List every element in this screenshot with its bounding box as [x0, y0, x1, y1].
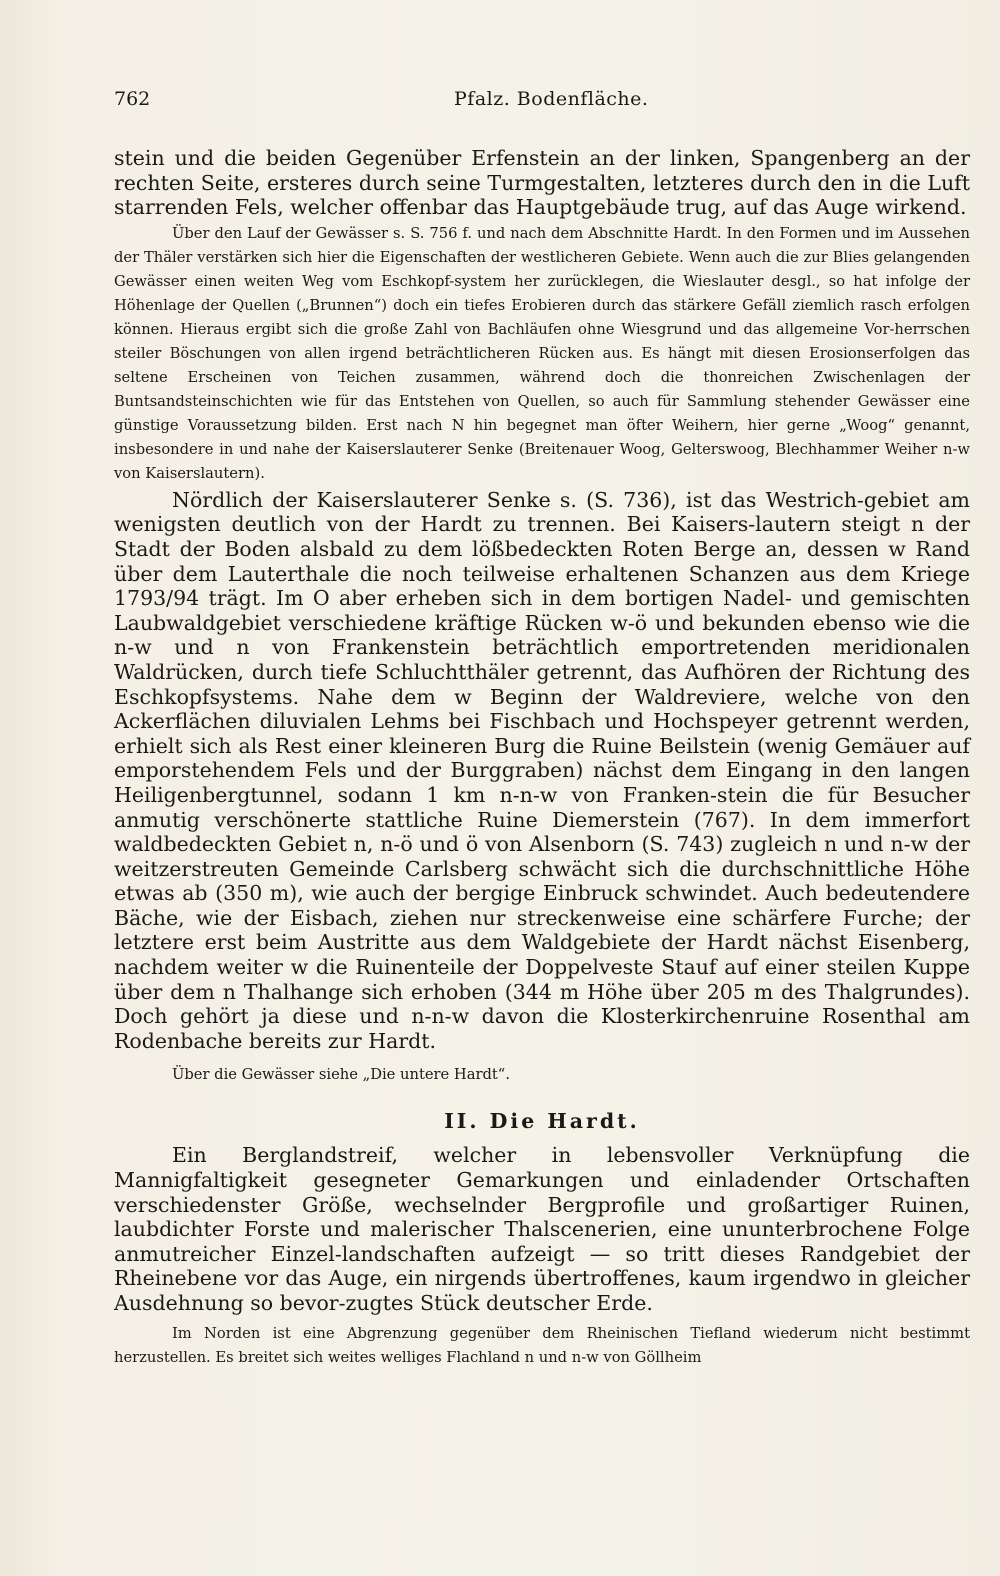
page-header: [114, 88, 924, 118]
note-northern-boundary: Im Norden ist eine Abgrenzung gegenüber dem Rheinischen Tiefland wiederum nicht bestimmt herzustellen. Es breitet sich weites welliges Flachland n und n-w von Göllheim: [114, 1324, 970, 1366]
page-content: [114, 146, 970, 1370]
page-number: 762: [114, 88, 151, 110]
section-heading: II. Die Hardt.: [444, 1109, 640, 1134]
paragraph-north-of-kaiserslautern: Nördlich der Kaiserslauterer Senke s. (S. 736), ist das Westrich-gebiet am wenigsten deutlich von der Hardt zu trennen. Bei Kaisers-lautern steigt n der Stadt der Boden alsbald zu dem lößbedeckten Roten Berge an, dessen w Rand über dem Lauterthale die noch teilweise erhaltenen Schanzen aus dem Kriege 1793/94 trägt. Im O aber erheben sich in dem bortigen Nadel- und gemischten Laubwaldgebiet verschiedene kräftige Rücken w-ö und bekunden ebenso wie die n-w und n von Frankenstein beträchtlich emportretenden meridionalen Waldrücken, durch tiefe Schluchtthäler getrennt, das Aufhören der Richtung des Eschkopfsystems. Nahe dem w Beginn der Waldreviere, welche von den Ackerflächen diluvialen Lehms bei Fischbach und Hochspeyer getrennt werden, erhielt sich als Rest einer kleineren Burg die Ruine Beilstein (wenig Gemäuer auf emporstehendem Fels und der Burggraben) nächst dem Eingang in den langen Heiligenbergtunnel, sodann 1 km n-n-w von Franken-stein die für Besucher anmutig verschönerte stattliche Ruine Diemerstein (767). In dem immerfort waldbedeckten Gebiet n, n-ö und ö von Alsenborn (S. 743) zugleich n und n-w der weitzerstreuten Gemeinde Carlsberg schwächt sich die durchschnittliche Höhe etwas ab (350 m), wie auch der bergige Einbruck schwindet. Auch bedeutendere Bäche, wie der Eisbach, ziehen nur streckenweise eine schärfere Furche; der letztere erst beim Austritte aus dem Waldgebiete der Hardt nächst Eisenberg, nachdem weiter w die Ruinenteile der Doppelveste Stauf auf einer steilen Kuppe über dem n Thalhange sich erhoben (344 m Höhe über 205 m des Thalgrundes). Doch gehört ja diese und n-n-w davon die Klosterkirchenruine Rosenthal am Rodenbache bereits zur Hardt.: [114, 487, 970, 1053]
note-lower-hardt: Über die Gewässer siehe „Die untere Hardt“.: [172, 1066, 510, 1084]
running-title: Pfalz. Bodenfläche.: [454, 88, 649, 110]
paragraph-hardt-intro: Ein Berglandstreif, welcher in lebensvoller Verknüpfung die Mannigfaltigkeit gesegneter Gemarkungen und einladender Ortschaften verschiedenster Größe, wechselnder Bergprofile und großartiger Ruinen, laubdichter Forste und malerischer Thalscenerien, eine ununterbrochene Folge anmutreicher Einzel-landschaften aufzeigt — so tritt dieses Randgebiet der Rheinebene vor das Auge, ein nirgends übertroffenes, kaum irgendwo in gleicher Ausdehnung so bevor-zugtes Stück deutscher Erde.: [114, 1143, 970, 1315]
paragraph-continuation: stein und die beiden Gegenüber Erfenstein an der linken, Spangenberg an der rechten Seite, ersteres durch seine Turmgestalten, letzteres durch den in die Luft starrenden Fels, welcher offenbar das Hauptgebäude trug, auf das Auge wirkend.: [114, 146, 970, 220]
footnote-waters: Über den Lauf der Gewässer s. S. 756 f. und nach dem Abschnitte Hardt. In den Formen und im Aussehen der Thäler verstärken sich hier die Eigenschaften der westlicheren Gebiete. Wenn auch die zur Blies gelangenden Gewässer einen weiten Weg vom Eschkopf-system her zurücklegen, die Wieslauter desgl., so hat infolge der Höhenlage der Quellen („Brunnen“) doch ein tiefes Erobieren durch das stärkere Gefäll ziemlich rasch erfolgen können. Hieraus ergibt sich die große Zahl von Bachläufen ohne Wiesgrund und das allgemeine Vor-herrschen steiler Böschungen von allen irgend beträchtlicheren Rücken aus. Es hängt mit diesen Erosionserfolgen das seltene Erscheinen von Teichen zusammen, während doch die thonreichen Zwischenlagen der Buntsandsteinschichten wie für das Entstehen von Quellen, so auch für Sammlung stehender Gewässer eine günstige Voraussetzung bilden. Erst nach N hin begegnet man öfter Weihern, hier gerne „Woog“ genannt, insbesondere in und nahe der Kaiserslauterer Senke (Breitenauer Woog, Gelterswoog, Blechhammer Weiher n-w von Kaiserslautern).: [114, 224, 970, 482]
